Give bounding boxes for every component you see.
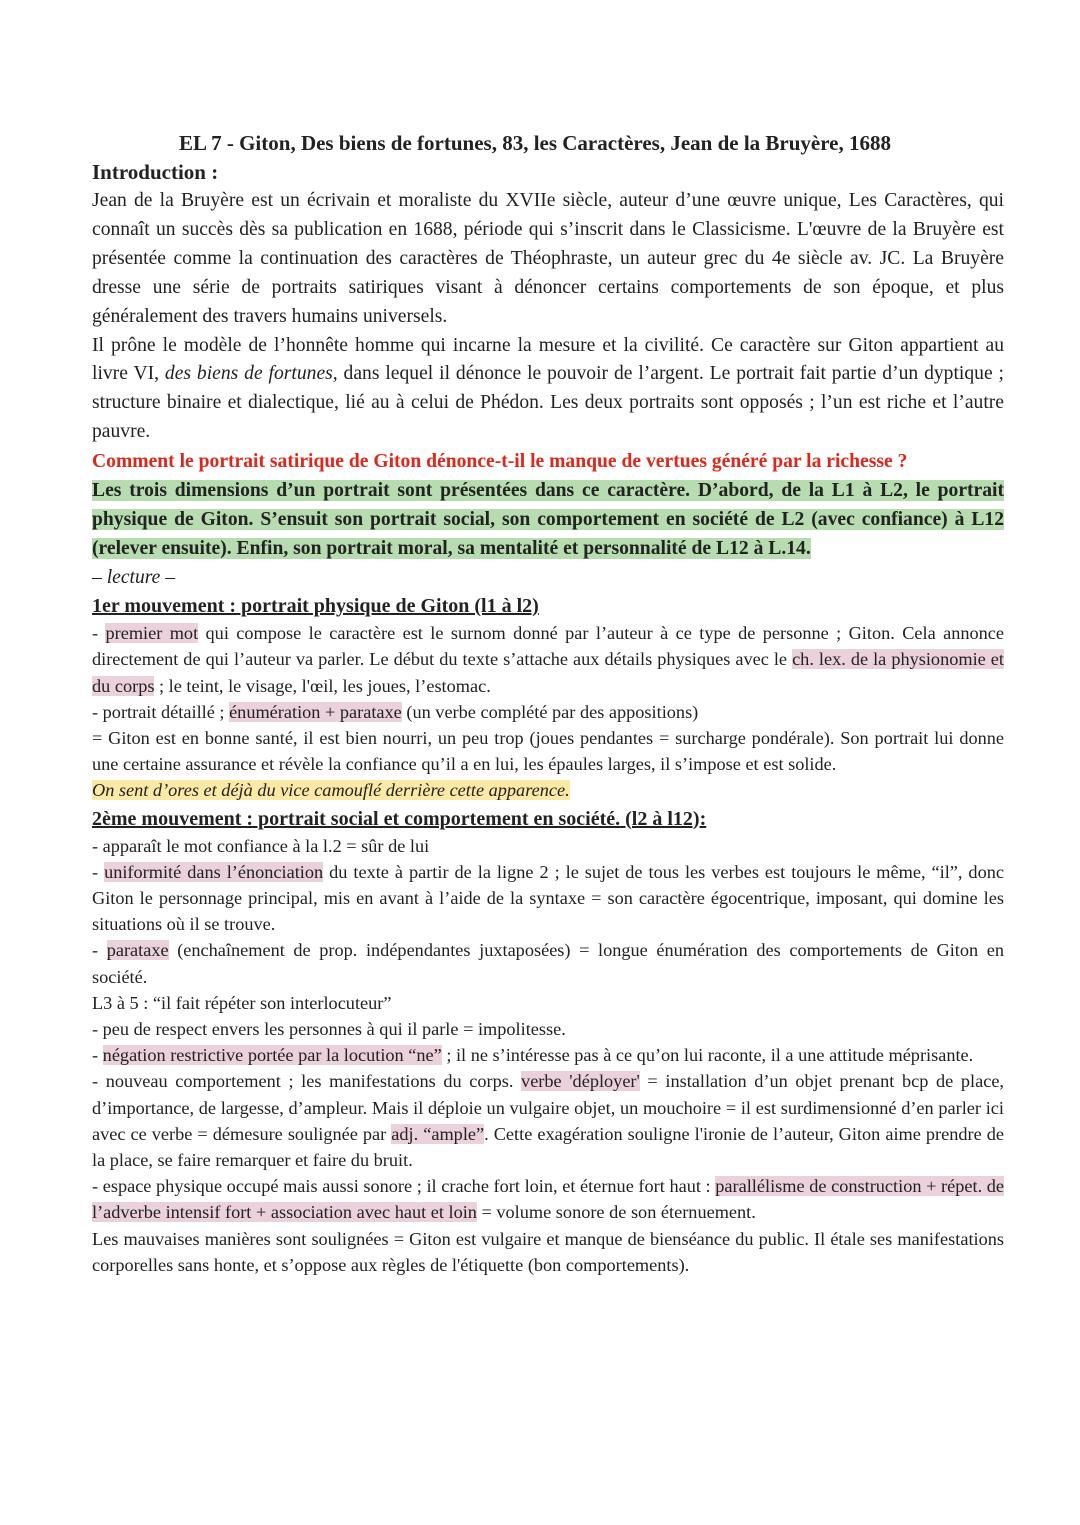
highlight-verbe-deployer: verbe 'déployer' (521, 1071, 640, 1092)
highlight-parallelisme: parallélisme de construction + répet. de l’adverbe intensif fort + association avec haut et loin (92, 1176, 1005, 1223)
mvt2-bullet-7 (92, 1173, 1004, 1225)
mvt2-bullet-1: - apparaît le mot confiance à la l.2 = sûr de lui (92, 835, 430, 856)
mvt2-bullet-6-text-c: . Cette exagération souligne l'ironie de l’auteur, Giton aime prendre de la place, se faire remarquer et faire du bruit. (92, 1123, 1005, 1171)
intro-p2-text-a: Il prône le modèle de l’honnête homme qui incarne la mesure et la civilité. Ce caractère sur Giton appartient au livre VI, (92, 334, 1004, 385)
mvt2-bullet-4: - peu de respect envers les personnes à qui il parle = impolitesse. (92, 1019, 566, 1039)
highlight-negation: négation restrictive portée par la locution “ne” (102, 1045, 442, 1066)
mvt2-bullet-3-text: (enchaînement de prop. indépendantes juxtaposées) = longue énumération des comportements de Giton en société. (92, 940, 1004, 987)
dash: - (92, 1045, 103, 1066)
plan-paragraph (92, 476, 1004, 563)
mvt1-note (92, 777, 1004, 803)
page-title: EL 7 - Giton, Des biens de fortunes, 83, les Caractères, Jean de la Bruyère, 1688 (179, 131, 892, 155)
plan-highlight: Les trois dimensions d’un portrait sont présentées dans ce caractère. D’abord, de la L1 à L2, le portrait physique de Giton. S’ensuit son portrait social, son comportement en société de L2 (avec confiance) à L12 (relever ensuite). Enfin, son portrait moral, sa mentalité et personnalité de L12 à L.14. (92, 480, 1004, 560)
mvt2-bullet-3 (92, 937, 1004, 989)
mvt1-bullet-2 (92, 699, 1004, 725)
problematic-question: Comment le portrait satirique de Giton dénonce-t-il le manque de vertues généré par la richesse ? (92, 451, 908, 473)
highlight-uniformite: uniformité dans l’énonciation (104, 861, 324, 882)
mvt1-conclusion: = Giton est en bonne santé, il est bien nourri, un peu trop (joues pendantes = surcharge pondérale). Son portrait lui donne une certaine assurance et révèle la confiance qu’il a en lui, les épaules larges, il s’impose et est solide. (92, 727, 1004, 775)
mvt2-lines-ref: L3 à 5 : “il fait répéter son interlocuteur” (92, 992, 392, 1013)
intro-paragraph-1: Jean de la Bruyère est un écrivain et moraliste du XVIIe siècle, auteur d’une œuvre unique, Les Caractères, qui connaît un succès dès sa publication en 1688, période qui s’inscrit dans le Classicisme. L'œuvre de la Bruyère est présentée comme la continuation des caractères de Théophraste, un auteur grec du 4e siècle av. JC. La Bruyère dresse une série de portraits satiriques visant à dénoncer certains comportements de son époque, et plus généralement des travers humains universels. (92, 190, 1004, 327)
dash: - (92, 623, 106, 644)
highlight-note: On sent d’ores et déjà du vice camouflé derrière cette apparence. (92, 780, 570, 801)
document-content (92, 128, 1004, 1278)
mvt2-bullet-2-text: du texte à partir de la ligne 2 ; le sujet de tous les verbes est toujours le même, “il”, donc Giton le personnage principal, mis en avant à l’aide de la syntaxe = son caractère égocentrique, imposant, qui domine les situations où il se trouve. (92, 861, 1004, 935)
mvt2-bullet-6 (92, 1068, 1004, 1173)
highlight-enumeration-parataxe: énumération + parataxe (229, 701, 402, 722)
mvt2-bullet-6-text-a: - nouveau comportement ; les manifestations du corps. (92, 1071, 522, 1092)
mvt2-conclusion: Les mauvaises manières sont soulignées = Giton est vulgaire et manque de bienséance du public. Il étale ses manifestations corporelles sans honte, et s’oppose aux règles de l'étiquette (bon comportements). (92, 1228, 1004, 1275)
dash: - (92, 940, 107, 961)
mvt1-bullet-2-text-b: (un verbe complété par des appositions) (401, 701, 699, 722)
book-title-italic: des biens de fortunes, (164, 363, 338, 385)
mvt2-bullet-7-text-b: = volume sonore de son éternuement. (476, 1202, 756, 1223)
mvt2-bullet-2 (92, 859, 1004, 938)
mvt1-bullet-1 (92, 620, 1004, 699)
mvt2-bullet-7-text-a: - espace physique occupé mais aussi sonore ; il crache fort loin, et éternue fort haut : (92, 1176, 716, 1197)
movement-1-heading: 1er mouvement : portrait physique de Giton (l1 à l2) (92, 595, 539, 618)
intro-p2-text-b: dans lequel il dénonce le pouvoir de l’argent. Le portrait fait partie d’un dyptique ; structure binaire et dialectique, lié au à celui de Phédon. Les deux portraits sont opposés ; l’un est riche et l’autre pauvre. (92, 363, 1004, 443)
highlight-adj-ample: adj. “ample” (391, 1123, 485, 1144)
mvt2-bullet-5 (92, 1042, 1004, 1068)
movement-2-heading: 2ème mouvement : portrait social et comportement en société. (l2 à l12): (92, 807, 707, 830)
dash: - (92, 861, 105, 882)
mvt1-bullet-1-text: qui compose le caractère est le surnom donné par l’auteur à ce type de personne ; Giton. Cela annonce directement de qui l’auteur va parler. Le début du texte s’attache aux détails physiques avec le (92, 623, 1004, 670)
mvt1-bullet-1-end: ; le teint, le visage, l'œil, les joues, l’estomac. (154, 675, 491, 696)
lecture-label: – lecture – (92, 567, 176, 589)
introduction-heading: Introduction : (92, 160, 219, 184)
mvt2-bullet-5-text: ; il ne s’intéresse pas à ce qu’on lui raconte, il a une attitude méprisante. (441, 1045, 974, 1066)
highlight-champ-lexical: ch. lex. de la physionomie et du corps (92, 649, 1004, 696)
mvt1-bullet-2-text-a: - portrait détaillé ; (92, 701, 230, 722)
highlight-parataxe: parataxe (106, 940, 169, 961)
intro-paragraph-2 (92, 332, 1004, 448)
mvt2-bullet-6-text-b: = installation d’un objet prenant bcp de place, d’importance, de largesse, d’ampleur. Mais il déploie un vulgaire objet, un mouchoire = il est surdimensionné d’en parler ici avec ce verbe = démesure soulignée par (92, 1071, 1004, 1144)
highlight-premier-mot: premier mot (105, 623, 199, 644)
